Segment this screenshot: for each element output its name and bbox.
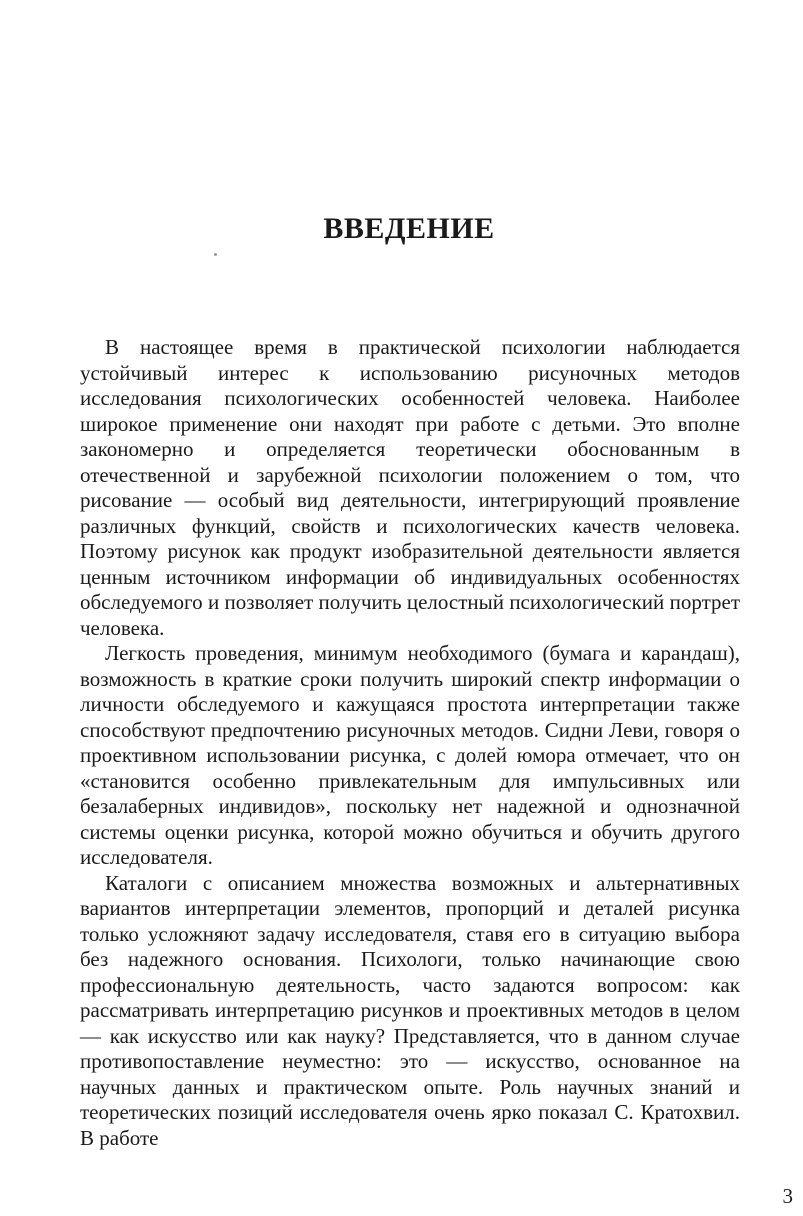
paragraph-1: В настоящее время в практической психологии наблюдается устойчивый интерес к использованию рисуночных методов исследования психологических особенностей человека. Наиболее широкое применение они находят при работе с детьми. Это вполне закономерно и определяется теоретически обоснованным в отечественной и зарубежной психологии положением о том, что рисование — особый вид деятельности, интегрирующий проявление различных функций, свойств и психологических качеств человека. Поэтому рисунок как продукт изобразительной деятельности является ценным источником информации об индивидуальных особенностях обследуемого и позволяет получить целостный психологический портрет человека. [80, 335, 740, 640]
page-number: 3 [782, 1184, 793, 1208]
paragraph-2: Легкость проведения, минимум необходимого (бумага и карандаш), возможность в краткие сроки получить широкий спектр информации о личности обследуемого и кажущаяся простота интерпретации также способствуют предпочтению рисуночных методов. Сидни Леви, говоря о проективном использовании рисунка, с долей юмора отмечает, что он «становится особенно привлекательным для импульсивных или безалаберных индивидов», поскольку нет надежной и однозначной системы оценки рисунка, которой можно обучиться и обучить другого исследователя. [80, 641, 740, 869]
body-text [80, 335, 740, 1151]
print-speck [214, 253, 217, 256]
paragraph-3: Каталоги с описанием множества возможных и альтернативных вариантов интерпретации элементов, пропорций и деталей рисунка только усложняют задачу исследователя, ставя его в ситуацию выбора без надежного основания. Психологи, только начинающие свою профессиональную деятельность, часто задаются вопросом: как рассматривать интерпретацию рисунков и проективных методов в целом — как искусство или как науку? Представляется, что в данном случае противопоставление неуместно: это — искусство, основанное на научных данных и практическом опыте. Роль научных знаний и теоретических позиций исследователя очень ярко показал С. Кратохвил. В работе [80, 870, 740, 1150]
page-title: ВВЕДЕНИЕ [323, 212, 495, 245]
